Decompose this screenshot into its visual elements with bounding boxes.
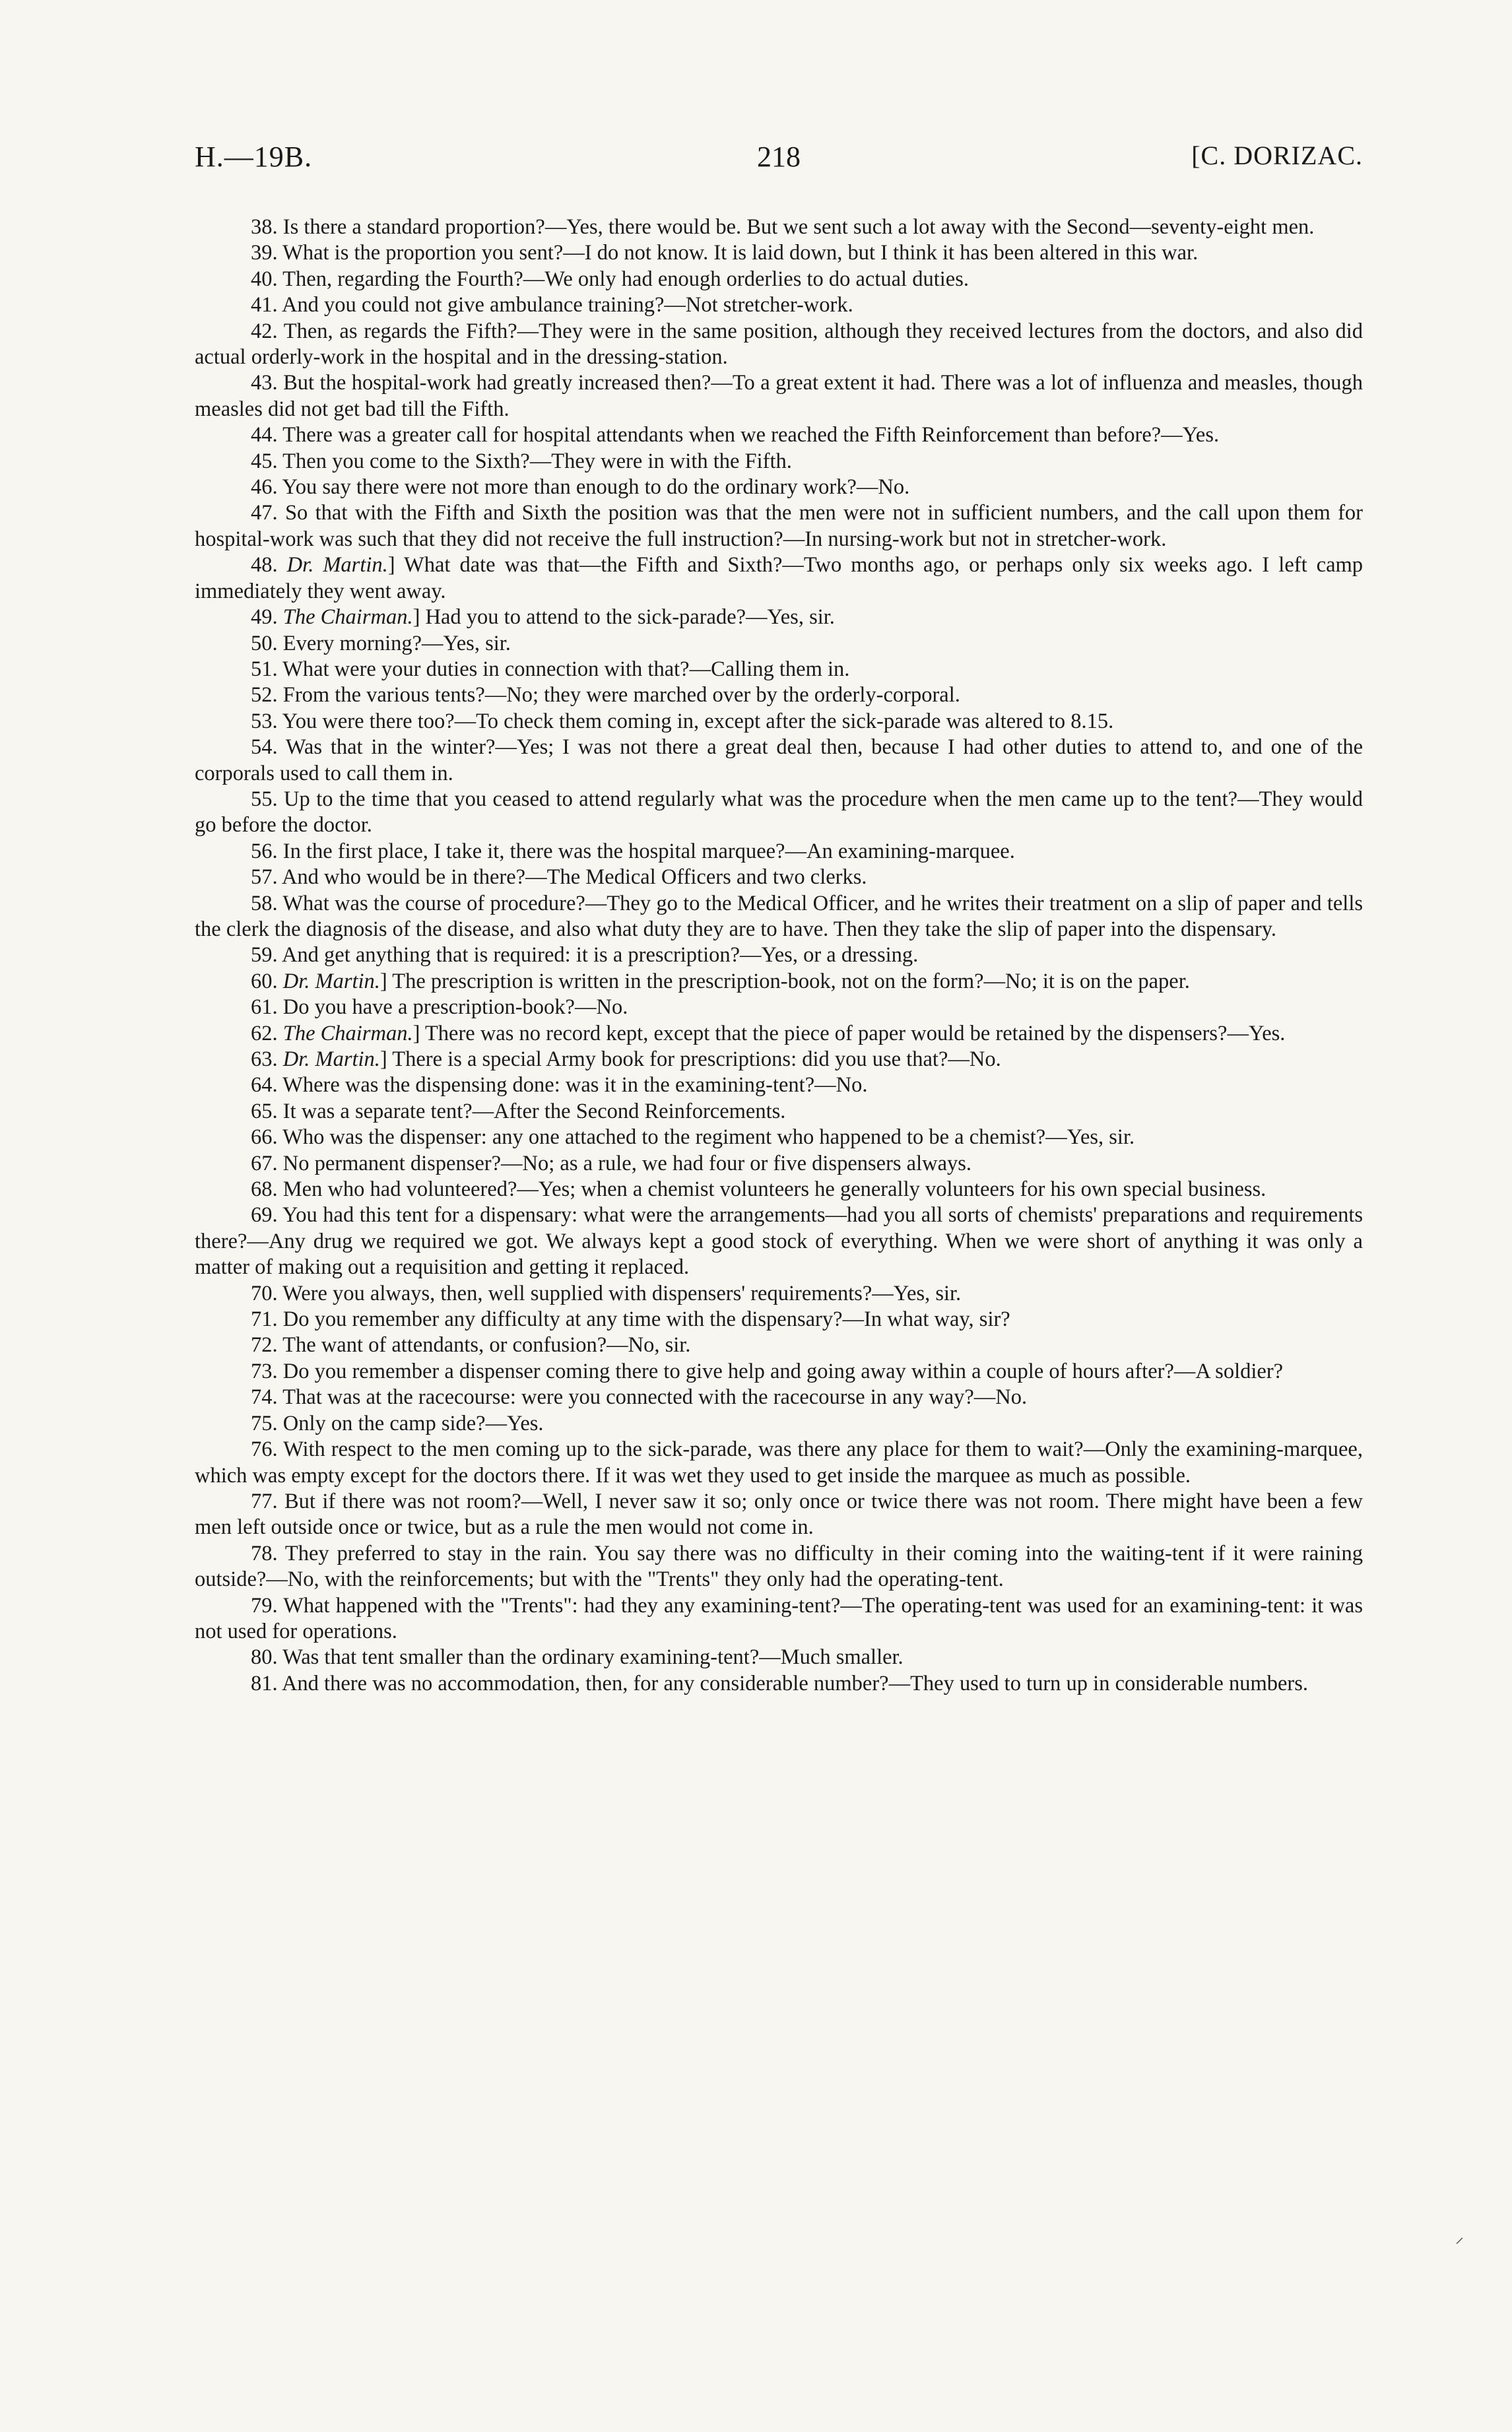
speaker-name: Dr. Martin.: [282, 1047, 380, 1071]
speaker-name: Dr. Martin.: [282, 969, 380, 993]
question-answer: 68. Men who had volunteered?—Yes; when a chemist volunteers he generally volunteers for his own special business.: [251, 1177, 1266, 1202]
question-answer: 40. Then, regarding the Fourth?—We only had enough orderlies to do actual duties.: [251, 267, 969, 291]
question-answer: 38. Is there a standard proportion?—Yes, there would be. But we sent such a lot away with the Second—seventy-eight men.: [251, 215, 1315, 239]
question-answer: 76. With respect to the men coming up to the sick-parade, was there any place for them to wait?—Only the examining-marquee, which was empty except for the doctors there. If it was wet they used to get inside the marquee as much as possible.: [195, 1437, 1363, 1488]
question-answer: 49. The Chairman.] Had you to attend to the sick-parade?—Yes, sir.: [251, 605, 835, 630]
question-answer: 67. No permanent dispenser?—No; as a rule, we had four or five dispensers always.: [251, 1151, 972, 1175]
question-answer: 47. So that with the Fifth and Sixth the position was that the men were not in sufficient numbers, and the call upon them for hospital-work was such that they did not receive the full instruction?—In nursing-work but not in stretcher-work.: [195, 501, 1363, 551]
question-answer: 66. Who was the dispenser: any one attached to the regiment who happened to be a chemist?—Yes, sir.: [251, 1125, 1135, 1150]
question-answer: 65. It was a separate tent?—After the Second Reinforcements.: [251, 1099, 786, 1123]
question-answer: 42. Then, as regards the Fifth?—They were in the same position, although they received lectures from the doctors, and also did actual orderly-work in the hospital and in the dressing-station.: [195, 319, 1363, 370]
question-answer: 77. But if there was not room?—Well, I never saw it so; only once or twice there was not room. There might have been a few men left outside once or twice, but as a rule the men would not come in.: [195, 1489, 1363, 1540]
question-answer: 61. Do you have a prescription-book?—No.: [251, 995, 628, 1020]
margin-mark-icon: ⸝: [1455, 2227, 1464, 2247]
page-header: [195, 140, 1363, 180]
question-answer: 48. Dr. Martin.] What date was that—the Fifth and Sixth?—Two months ago, or perhaps only six weeks ago. I left camp immediately they went away.: [195, 553, 1364, 603]
question-answer: 59. And get anything that is required: it is a prescription?—Yes, or a dressing.: [251, 943, 919, 968]
question-answer: 41. And you could not give ambulance training?—Not stretcher-work.: [251, 293, 853, 317]
testimony-text: [195, 214, 1363, 1697]
speaker-name: Dr. Martin.: [286, 553, 388, 577]
speaker-name: The Chairman.: [282, 605, 413, 630]
question-answer: 53. You were there too?—To check them coming in, except after the sick-parade was altered to 8.15.: [251, 709, 1114, 733]
question-answer: 57. And who would be in there?—The Medical Officers and two clerks.: [251, 865, 867, 890]
question-answer: 71. Do you remember any difficulty at any time with the dispensary?—In what way, sir?: [251, 1307, 1010, 1332]
question-answer: 73. Do you remember a dispenser coming there to give help and going away within a couple of hours after?—A soldier?: [251, 1359, 1284, 1383]
question-answer: 55. Up to the time that you ceased to attend regularly what was the procedure when the men came up to the tent?—They would go before the doctor.: [195, 787, 1363, 838]
question-answer: 79. What happened with the "Trents": had they any examining-tent?—The operating-tent was used for an examining-tent: it was not used for operations.: [195, 1593, 1363, 1643]
question-answer: 63. Dr. Martin.] There is a special Army book for prescriptions: did you use that?—No.: [251, 1047, 1001, 1071]
question-answer: 43. But the hospital-work had greatly increased then?—To a great extent it had. There was a lot of influenza and measles, though measles did not get bad till the Fifth.: [195, 371, 1363, 421]
question-answer: 52. From the various tents?—No; they were marched over by the orderly-corporal.: [251, 683, 960, 707]
question-answer: 74. That was at the racecourse: were you connected with the racecourse in any way?—No.: [251, 1385, 1028, 1410]
question-answer: 64. Where was the dispensing done: was it in the examining-tent?—No.: [251, 1073, 868, 1098]
question-answer: 50. Every morning?—Yes, sir.: [251, 631, 511, 655]
question-answer: 62. The Chairman.] There was no record kept, except that the piece of paper would be retained by the dispensers?—Yes.: [251, 1021, 1286, 1045]
question-answer: 54. Was that in the winter?—Yes; I was not there a great deal then, because I had other duties to attend to, and one of the corporals used to call them in.: [195, 735, 1363, 785]
question-answer: 46. You say there were not more than enough to do the ordinary work?—No.: [251, 475, 910, 500]
question-answer: 39. What is the proportion you sent?—I do not know. It is laid down, but I think it has been altered in this war.: [251, 241, 1199, 265]
question-answer: 80. Was that tent smaller than the ordinary examining-tent?—Much smaller.: [251, 1645, 904, 1670]
question-answer: 78. They preferred to stay in the rain. You say there was no difficulty in their coming into the waiting-tent if it were raining outside?—No, with the reinforcements; but with the "Trents" they only had the operating-tent.: [195, 1541, 1363, 1592]
question-answer: 70. Were you always, then, well supplied with dispensers' requirements?—Yes, sir.: [251, 1281, 962, 1305]
page-number: 218: [757, 141, 801, 173]
speaker-name: The Chairman.: [282, 1021, 413, 1045]
question-answer: 81. And there was no accommodation, then, for any considerable number?—They used to turn up in considerable numbers.: [251, 1671, 1308, 1695]
question-answer: 58. What was the course of procedure?—They go to the Medical Officer, and he writes their treatment on a slip of paper and tells the clerk the diagnosis of the disease, and also what duty they are to have. Then they take the slip of paper into the dispensary.: [195, 891, 1363, 941]
question-answer: 75. Only on the camp side?—Yes.: [251, 1411, 544, 1435]
question-answer: 44. There was a greater call for hospital attendants when we reached the Fifth Reinforcement than before?—Yes.: [251, 423, 1220, 447]
question-answer: 45. Then you come to the Sixth?—They were in with the Fifth.: [251, 449, 792, 473]
question-answer: 69. You had this tent for a dispensary: what were the arrangements—had you all sorts of chemists' preparations and requirements there?—Any drug we required we got. We always kept a good stock of everything. When we were short of anything it was only a matter of making out a requisition and getting it replaced.: [195, 1203, 1363, 1280]
witness-name: [C. DORIZAC.: [1191, 141, 1363, 170]
question-answer: 60. Dr. Martin.] The prescription is written in the prescription-book, not on the form?—No; it is on the paper.: [251, 969, 1190, 993]
question-answer: 51. What were your duties in connection with that?—Calling them in.: [251, 657, 850, 681]
question-answer: 56. In the first place, I take it, there was the hospital marquee?—An examining-marquee.: [251, 839, 1015, 863]
document-reference: H.—19B.: [195, 141, 313, 173]
question-answer: 72. The want of attendants, or confusion?—No, sir.: [251, 1333, 691, 1358]
